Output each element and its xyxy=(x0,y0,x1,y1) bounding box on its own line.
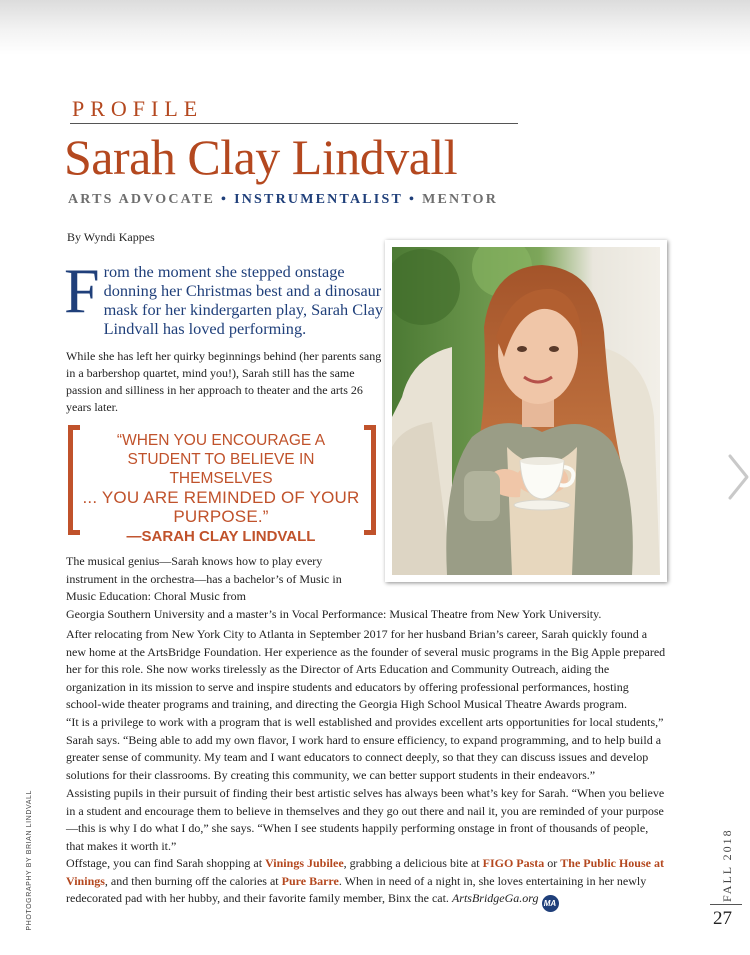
quote-attribution: —SARAH CLAY LINDVALL xyxy=(126,528,316,545)
body-paragraph-4: Assisting pupils in their pursuit of finding their best artistic selves has always been what’s key for Sarah. “When you believe in a student and encourage them to believe in themselves and they go out there and nail it, you are reminded of your purpose—this is why I do what I do,” she says. “When I see students happily performing onstage in front of thousands of people, that makes it worth it.” xyxy=(66,786,665,853)
lede-paragraph xyxy=(64,255,384,338)
website-link[interactable]: ArtsBridgeGa.org xyxy=(451,891,539,905)
body-paragraph-2: After relocating from New York City to Atlanta in September 2017 for her husband Brian’s career, Sarah quickly found a new home at the ArtsBridge Foundation. Her experience as the founder of several music programs in the Big Apple prepared her for this role. She now works tirelessly as the Director of Arts Education and Community Outreach, aiding the organization in its mission to serve and inspire students and educators by offering professional performances, hosting school-wide theater programs and training, and directing the Georgia High School Musical Theatre Awards program. xyxy=(66,627,666,711)
byline: By Wyndi Kappes xyxy=(67,230,155,244)
magazine-logo-icon: MA xyxy=(542,895,559,912)
intro-paragraph: While she has left her quirky beginnings behind (her parents sang in a barbershop quartet, mind you!), Sarah still has the same passion and silliness in her approach to theater and the arts 26 years later. xyxy=(66,349,382,414)
pull-quote-text xyxy=(80,431,362,546)
quote-line-light: ... YOU ARE REMINDED OF YOUR PURPOSE.” xyxy=(82,488,360,526)
lede-text: rom the moment she stepped onstage donning her Christmas best and a dinosaur mask for her kindergarten play, Sarah Clay Lindvall has loved performing. xyxy=(103,262,383,338)
role-separator: • xyxy=(408,192,417,207)
photo-credit: PHOTOGRAPHY BY BRIAN LINDVALL xyxy=(26,790,33,931)
body-paragraph-1-wrap: The musical genius—Sarah knows how to play every instrument in the orchestra—has a bachelor’s of Music in Music Education: Choral Music from xyxy=(66,554,342,603)
place-figo-pasta: FIGO Pasta xyxy=(482,856,545,870)
role-1: ARTS ADVOCATE xyxy=(68,192,215,207)
issue-label: FALL 2018 xyxy=(720,828,734,902)
text-run: or xyxy=(544,856,561,870)
profile-name: Sarah Clay Lindvall xyxy=(64,129,458,185)
body-paragraph-3: “It is a privilege to work with a program that is well established and provides excellent arts opportunities for local students,” Sarah says. “Being able to add my own flavor, I work hard to ensure efficiency, to expand programming, and to help build a greater sense of community. My team and I want educators to connect deeply, so that they can discuss issues and develop solutions for their classrooms. By creating this community, we can better support students in their endeavors.” xyxy=(66,715,664,782)
quote-line-bold: “WHEN YOU ENCOURAGE A STUDENT TO BELIEVE IN THEMSELVES xyxy=(116,432,326,487)
place-pure-barre: Pure Barre xyxy=(281,873,339,888)
body-paragraph-5 xyxy=(66,855,666,912)
place-vinings-jubilee: Vinings Jubilee xyxy=(265,856,344,870)
page-number: 27 xyxy=(713,908,732,929)
text-run: , grabbing a delicious bite at xyxy=(343,856,483,870)
portrait-photo xyxy=(385,240,667,582)
role-3: MENTOR xyxy=(422,192,499,207)
folio-divider xyxy=(710,904,742,905)
left-bracket xyxy=(68,425,80,535)
text-run: . When in need of a night in, she loves entertaining in her newly redecorated pad with her hubby, and their favorite family member, Binx the cat. xyxy=(66,873,647,905)
pull-quote xyxy=(66,425,376,545)
portrait-image xyxy=(392,247,660,575)
chevron-right-icon[interactable] xyxy=(724,452,750,502)
place-public-house: The Public House at Vinings xyxy=(66,856,664,888)
body-paragraph-1-full: Georgia Southern University and a master’s in Vocal Performance: Musical Theatre from New York University. xyxy=(66,606,602,621)
section-kicker: PROFILE xyxy=(72,96,204,121)
role-2: INSTRUMENTALIST xyxy=(234,192,403,207)
drop-cap: F xyxy=(64,255,100,326)
text-run: , and then burning off the calories at xyxy=(104,873,282,888)
kicker-divider xyxy=(70,123,518,124)
body-paragraph-1 xyxy=(66,553,666,623)
role-separator: • xyxy=(220,192,229,207)
roles-line xyxy=(68,192,498,208)
right-bracket xyxy=(364,425,376,535)
text-run: Offstage, you can find Sarah shopping at xyxy=(66,856,266,870)
